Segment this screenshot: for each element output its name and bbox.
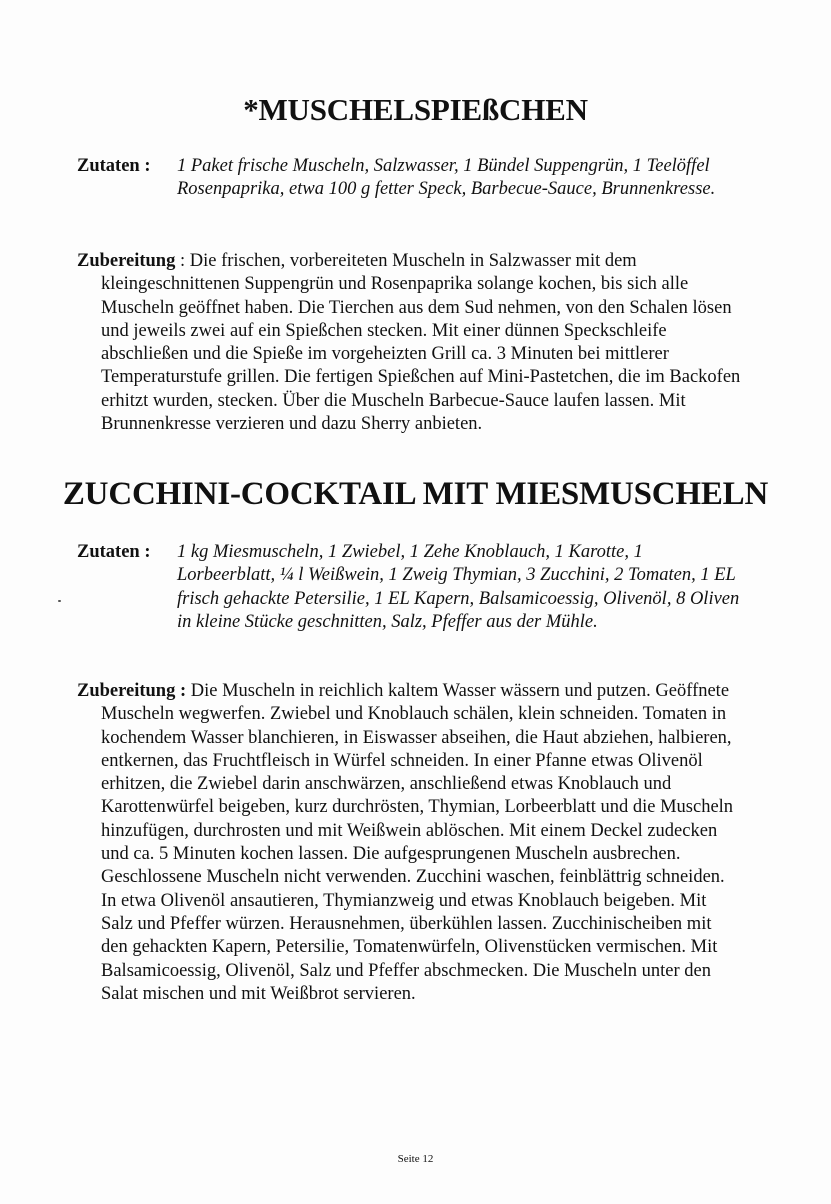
recipe2-ingredients-label: Zutaten : [77,542,156,562]
recipe1-preparation-paragraph [77,250,741,436]
scan-speck [58,600,61,602]
recipe2-preparation-label: Zubereitung : [77,681,187,701]
recipe1-ingredients-text: 1 Paket frische Muscheln, Salzwasser, 1 Bündel Suppengrün, 1 Teelöffel Rosenpaprika, etwa 100 g fetter Speck, Barbecue-Sauce, Brunnenkresse. [177,156,716,200]
recipe2-preparation-text: Die Muscheln in reichlich kaltem Wasser wässern und putzen. Geöffnete Muscheln wegwerfen. Zwiebel und Knoblauch schälen, klein schneiden. Tomaten in kochendem Wasser blanchieren, in Eiswasser abseihen, die Haut abziehen, halbieren, entkernen, das Fruchtfleisch in Würfel schneiden. In einer Pfanne etwas Olivenöl erhitzen, die Zwiebel darin anschwärzen, anschließend etwas Knoblauch und Karottenwürfel beigeben, kurz durchrösten, Thymian, Lorbeerblatt und die Muscheln hinzufügen, durchrosten und mit Weißwein ablöschen. Mit einem Deckel zudecken und ca. 5 Minuten kochen lassen. Die aufgesprungenen Muscheln ausbrechen. Geschlossene Muscheln nicht verwenden. Zucchini waschen, feinblättrig schneiden. In etwa Olivenöl ansautieren, Thymianzweig und etwas Knoblauch beigeben. Mit Salz und Pfeffer würzen. Herausnehmen, überkühlen lassen. Zucchinischeiben mit den gehackten Kapern, Petersilie, Tomatenwürfeln, Olivenstücken vermischen. Mit Balsamicoessig, Olivenöl, Salz und Pfeffer abschmecken. Die Muscheln unter den Salat mischen und mit Weißbrot servieren. [101,681,734,1004]
page-number: Seite 12 [397,1153,434,1165]
recipe2-ingredients-block [77,541,741,661]
recipe1-preparation-label: Zubereitung [77,251,176,271]
recipe1-preparation-block [77,250,741,436]
recipe2-ingredients-text: 1 kg Miesmuscheln, 1 Zwiebel, 1 Zehe Knoblauch, 1 Karotte, 1 Lorbeerblatt, ¼ l Weißwein, 1 Zweig Thymian, 3 Zucchini, 2 Tomaten, 1 EL frisch gehackte Petersilie, 1 EL Kapern, Balsamicoessig, Olivenöl, 8 Oliven in kleine Stücke geschnitten, Salz, Pfeffer aus der Mühle. [177,542,740,632]
recipe2-title: ZUCCHINI-COCKTAIL MIT MIESMUSCHELN [62,476,769,512]
recipe1-ingredients-label: Zutaten : [77,156,156,176]
recipe2-preparation-block [77,680,741,1006]
recipe2-preparation-paragraph [77,680,741,1006]
recipe1-preparation-text: : Die frischen, vorbereiteten Muscheln in Salzwasser mit dem kleingeschnittenen Suppengrün und Rosenpaprika solange kochen, bis sich alle Muscheln geöffnet haben. Die Tierchen aus dem Sud nehmen, von den Schalen lösen und jeweils zwei auf ein Spießchen stecken. Mit einer dünnen Speckschleife abschließen und die Spieße im vorgeheizten Grill ca. 3 Minuten bei mittlerer Temperaturstufe grillen. Die fertigen Spießchen auf Mini-Pastetchen, die im Backofen erhitzt wurden, stecken. Über die Muscheln Barbecue-Sauce laufen lassen. Mit Brunnenkresse verzieren und dazu Sherry anbieten. [101,251,741,435]
recipe1-title: *MUSCHELSPIEßCHEN [243,92,588,127]
recipe1-ingredients-block [77,155,741,227]
